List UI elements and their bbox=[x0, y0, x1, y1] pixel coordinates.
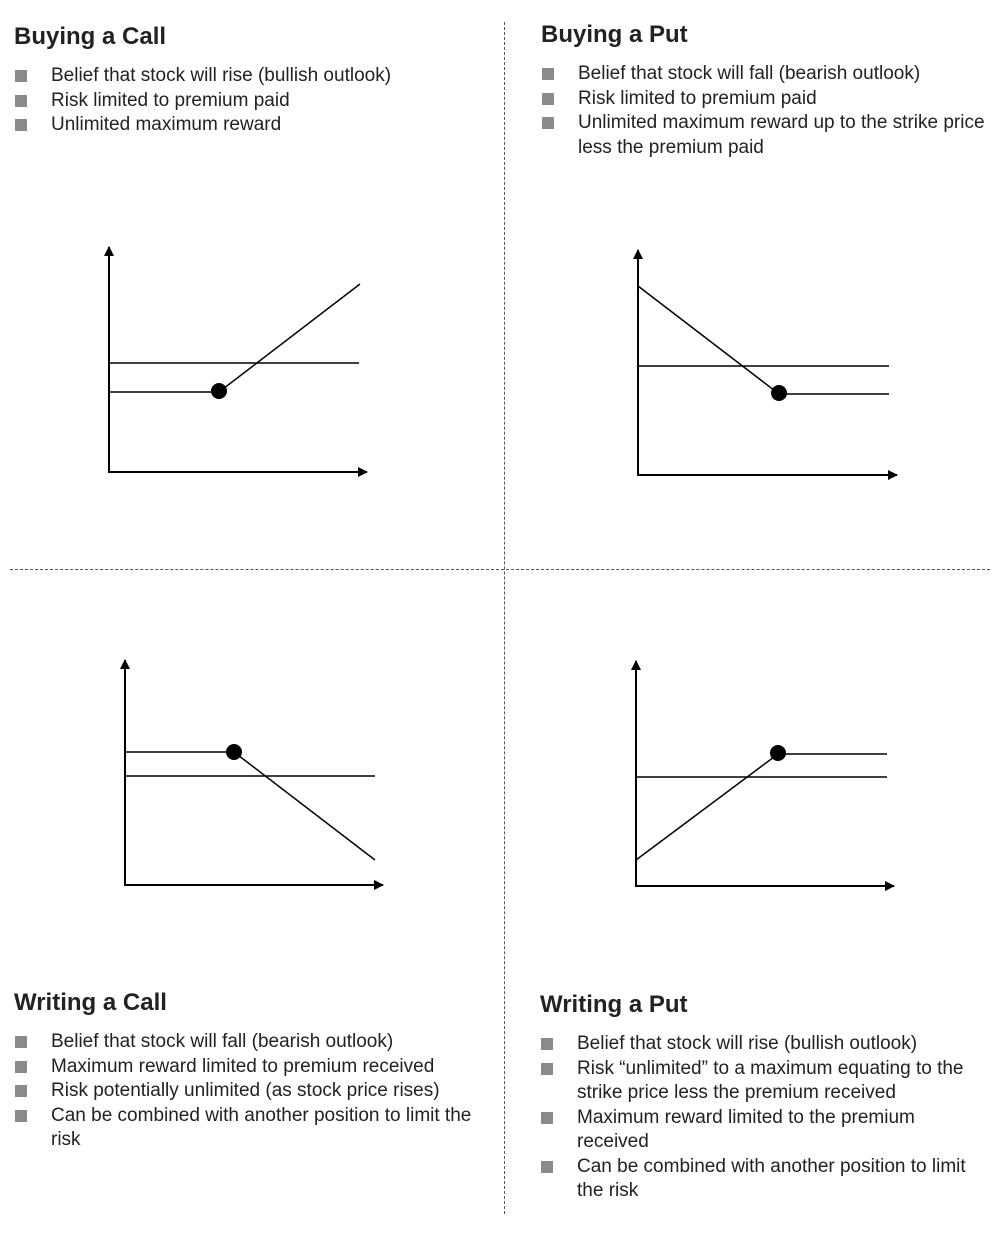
strike-point-dot-icon bbox=[771, 385, 787, 401]
bullet-item: Belief that stock will fall (bearish outlook) bbox=[14, 1030, 484, 1055]
panel-title: Buying a Put bbox=[541, 21, 688, 48]
writing-call-diagram bbox=[124, 660, 383, 885]
strike-point-dot-icon bbox=[226, 744, 242, 760]
buying-call-diagram bbox=[108, 247, 367, 472]
strike-point-dot-icon bbox=[211, 383, 227, 399]
bullet-item: Risk “unlimited” to a maximum equating to the strike price less the premium received bbox=[540, 1057, 990, 1106]
bullet-item: Maximum reward limited to the premium received bbox=[540, 1106, 990, 1155]
bullet-item: Can be combined with another position to limit the risk bbox=[14, 1104, 484, 1153]
payoff-line bbox=[636, 754, 887, 860]
writing-put-diagram bbox=[635, 661, 894, 886]
payoff-line bbox=[125, 752, 375, 860]
bullet-item: Maximum reward limited to premium received bbox=[14, 1055, 484, 1080]
bullet-item: Unlimited maximum reward bbox=[14, 113, 484, 138]
bullet-item: Risk potentially unlimited (as stock price rises) bbox=[14, 1079, 484, 1104]
bullet-item: Belief that stock will rise (bullish outlook) bbox=[540, 1032, 990, 1057]
strike-point-dot-icon bbox=[770, 745, 786, 761]
buying-put-diagram bbox=[637, 250, 897, 475]
bullet-item: Risk limited to premium paid bbox=[541, 87, 991, 112]
panel-title: Buying a Call bbox=[14, 23, 167, 50]
payoff-line bbox=[638, 286, 889, 394]
panel-title: Writing a Call bbox=[14, 989, 167, 1016]
bullet-item: Can be combined with another position to limit the risk bbox=[540, 1155, 990, 1204]
payoff-line bbox=[109, 284, 360, 392]
bullet-item: Belief that stock will rise (bullish outlook) bbox=[14, 64, 484, 89]
bullet-item: Belief that stock will fall (bearish outlook) bbox=[541, 62, 991, 87]
bullet-item: Unlimited maximum reward up to the strike price less the premium paid bbox=[541, 111, 991, 160]
panel-title: Writing a Put bbox=[540, 991, 688, 1018]
bullet-item: Risk limited to premium paid bbox=[14, 89, 484, 114]
